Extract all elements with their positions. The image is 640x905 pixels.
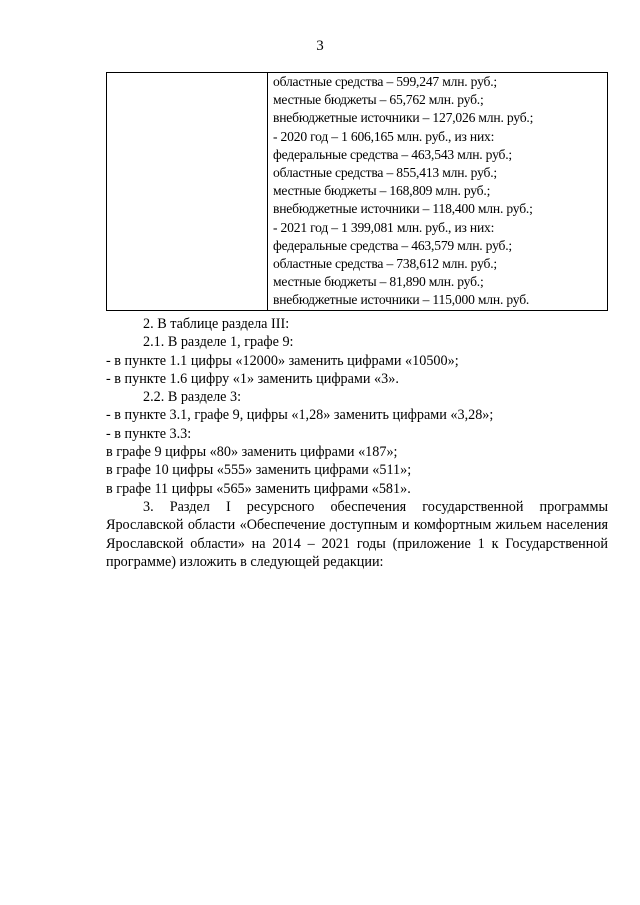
amendment-item: - в пункте 1.1 цифры «12000» заменить цифрами «10500»; <box>106 352 459 369</box>
amendment-item: в графе 10 цифры «555» заменить цифрами «511»; <box>106 462 412 479</box>
amendment-item: - в пункте 1.6 цифру «1» заменить цифрами «3». <box>106 370 399 387</box>
table-line: областные средства – 599,247 млн. руб.; <box>273 74 498 89</box>
table-line: областные средства – 738,612 млн. руб.; <box>273 256 498 272</box>
table-line: федеральные средства – 463,579 млн. руб.; <box>273 237 512 253</box>
amendment-item: в графе 11 цифры «565» заменить цифрами «581». <box>106 480 411 497</box>
page-number: 3 <box>316 38 324 54</box>
table-line: внебюджетные источники – 115,000 млн. руб. <box>273 292 530 308</box>
table-line: - 2021 год – 1 399,081 млн. руб., из них: <box>273 219 495 235</box>
subsection-heading: 2.2. В разделе 3: <box>143 389 242 406</box>
table-content-cell <box>268 73 608 311</box>
table-line: внебюджетные источники – 118,400 млн. руб.; <box>273 201 533 217</box>
table-line: внебюджетные источники – 127,026 млн. руб.; <box>273 110 534 126</box>
table-line: местные бюджеты – 65,762 млн. руб.; <box>273 92 484 108</box>
amendment-item: - в пункте 3.1, графе 9, цифры «1,28» заменить цифрами «3,28»; <box>106 407 494 424</box>
table-left-cell <box>107 73 268 311</box>
funding-table <box>106 72 608 311</box>
table-row <box>107 73 608 311</box>
amendment-item: - в пункте 3.3: <box>106 425 192 442</box>
table-line: местные бюджеты – 168,809 млн. руб.; <box>273 183 491 199</box>
table-line: - 2020 год – 1 606,165 млн. руб., из них: <box>273 128 495 144</box>
amendment-item: в графе 9 цифры «80» заменить цифрами «187»; <box>106 444 398 461</box>
paragraph-3: 3. Раздел I ресурсного обеспечения государственной программы Ярославской области «Обеспечение доступным и комфортным жильем населения Ярославской области» на 2014 – 2021 годы (приложение 1 к Государственной программе) изложить в следующей редакции: <box>106 498 608 570</box>
table-line: местные бюджеты – 81,890 млн. руб.; <box>273 274 484 290</box>
table-line: областные средства – 855,413 млн. руб.; <box>273 165 498 181</box>
document-body <box>106 315 608 571</box>
section-heading: 2. В таблице раздела III: <box>143 316 290 332</box>
subsection-heading: 2.1. В разделе 1, графе 9: <box>143 334 294 351</box>
table-line: федеральные средства – 463,543 млн. руб.; <box>273 146 512 162</box>
